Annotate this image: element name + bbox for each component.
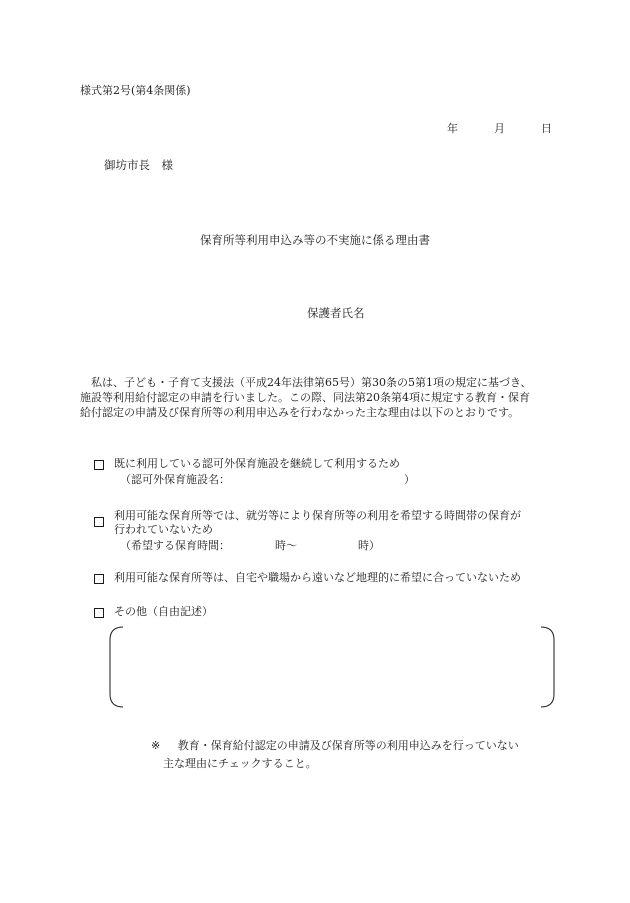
date-day-label: 日	[541, 122, 552, 135]
date-year-label: 年	[447, 122, 458, 135]
form-number: 様式第2号(第4条関係)	[80, 84, 191, 97]
guardian-name-label: 保護者氏名	[307, 306, 365, 320]
left-bracket	[110, 627, 123, 707]
note-mark: ※	[151, 739, 161, 752]
note-line-2: 主な理由にチェックすること。	[163, 757, 317, 770]
facility-name-label: （認可外保育施設名：	[120, 473, 230, 486]
option-label: 利用可能な保育所等では、就労等により保育所等の利用を希望する時間帯の保育が	[114, 509, 521, 522]
checkbox[interactable]	[94, 608, 104, 618]
checkbox[interactable]	[94, 574, 104, 584]
option-label: 既に利用している認可外保育施設を継続して利用するため	[114, 457, 400, 470]
free-text-area[interactable]	[109, 626, 555, 708]
hours-to-label: 時）	[358, 539, 380, 552]
desired-hours-label: （希望する保育時間：	[120, 539, 230, 552]
option-label-cont: 行われていないため	[114, 523, 213, 536]
note-line-1: 教育・保育給付認定の申請及び保育所等の利用申込みを行っていない	[177, 739, 519, 752]
option-label: その他（自由記述）	[114, 605, 213, 618]
date-month-label: 月	[494, 122, 505, 135]
document-title: 保育所等利用申込み等の不実施に係る理由書	[200, 233, 430, 247]
statement-line: 私は、子ども・子育て支援法（平成24年法律第65号）第30条の5第1項の規定に基づき、	[80, 376, 532, 389]
addressee: 御坊市長 様	[104, 158, 173, 172]
instruction-note	[151, 737, 519, 753]
option-label: 利用可能な保育所等は、自宅や職場から遠いなど地理的に希望に合っていないため	[114, 571, 521, 584]
statement-body	[80, 375, 560, 420]
hours-from-label: 時～	[275, 539, 297, 552]
statement-line: 給付認定の申請及び保育所等の利用申込みを行わなかった主な理由は以下のとおりです。	[80, 406, 520, 419]
checkbox[interactable]	[94, 460, 104, 470]
right-bracket	[541, 627, 554, 707]
facility-name-close: ）	[404, 473, 415, 486]
statement-line: 施設等利用給付認定の申請を行いました。この際、同法第20条第4項に規定する教育・保育	[80, 391, 530, 404]
checkbox[interactable]	[94, 517, 104, 527]
